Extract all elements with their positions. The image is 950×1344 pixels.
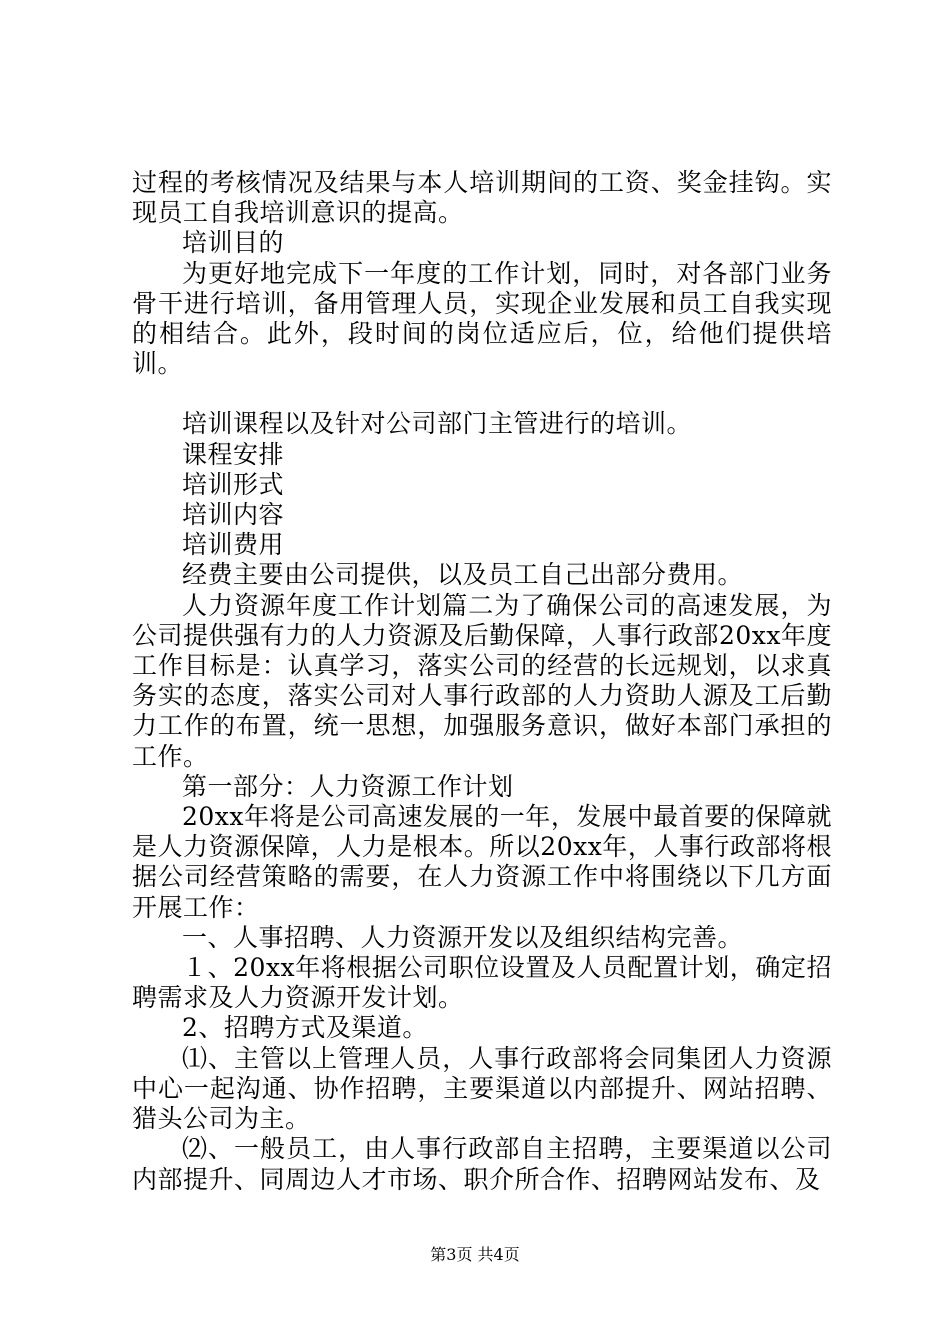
section-heading-part-one: 第一部分：人力资源工作计划 — [182, 771, 514, 801]
page-number-footer: 第3页 共4页 — [430, 1245, 520, 1264]
list-heading: 一、人事招聘、人力资源开发以及组织结构完善。 — [182, 922, 744, 952]
list-item: １、20xx年将根据公司职位设置及人员配置计划，确定招聘需求及人力资源开发计划。 — [132, 953, 832, 1013]
list-item: ⑴、主管以上管理人员，人事行政部将会同集团人力资源中心一起沟通、协作招聘，主要渠道以内部提升、网站招聘、猎头公司为主。 — [132, 1043, 832, 1134]
paragraph: 过程的考核情况及结果与本人培训期间的工资、奖金挂钩。实现员工自我培训意识的提高。 — [132, 168, 832, 228]
paragraph: 20xx年将是公司高速发展的一年，发展中最首要的保障就是人力资源保障，人力是根本。所以20xx年，人事行政部将根据公司经营策略的需要，在人力资源工作中将围绕以下几方面开展工作： — [132, 802, 832, 922]
section-heading-training-content: 培训内容 — [182, 500, 285, 530]
paragraph: 培训课程以及针对公司部门主管进行的培训。 — [182, 409, 693, 439]
paragraph: 经费主要由公司提供，以及员工自己出部分费用。 — [182, 560, 744, 590]
paragraph: 为更好地完成下一年度的工作计划，同时，对各部门业务骨干进行培训，备用管理人员，实现企业发展和员工自我实现的相结合。此外，段时间的岗位适应后，位，给他们提供培训。 — [132, 258, 832, 379]
document-body — [132, 168, 832, 1195]
list-item: ⑵、一般员工，由人事行政部自主招聘，主要渠道以公司内部提升、同周边人才市场、职介所合作、招聘网站发布、及 — [132, 1134, 832, 1194]
section-heading-course-schedule: 课程安排 — [182, 439, 285, 469]
section-heading-training-cost: 培训费用 — [182, 530, 285, 560]
section-heading-training-purpose: 培训目的 — [182, 228, 285, 258]
paragraph: 人力资源年度工作计划篇二为了确保公司的高速发展，为公司提供强有力的人力资源及后勤保障，人事行政部20xx年度工作目标是：认真学习，落实公司的经营的长远规划，以求真务实的态度，落实公司对人事行政部的人力资助人源及工后勤力工作的布置，统一思想，加强服务意识，做好本部门承担的工作。 — [132, 590, 832, 771]
section-heading-training-form: 培训形式 — [182, 469, 285, 499]
blank-line — [132, 379, 832, 409]
list-item: 2、招聘方式及渠道。 — [182, 1013, 428, 1043]
